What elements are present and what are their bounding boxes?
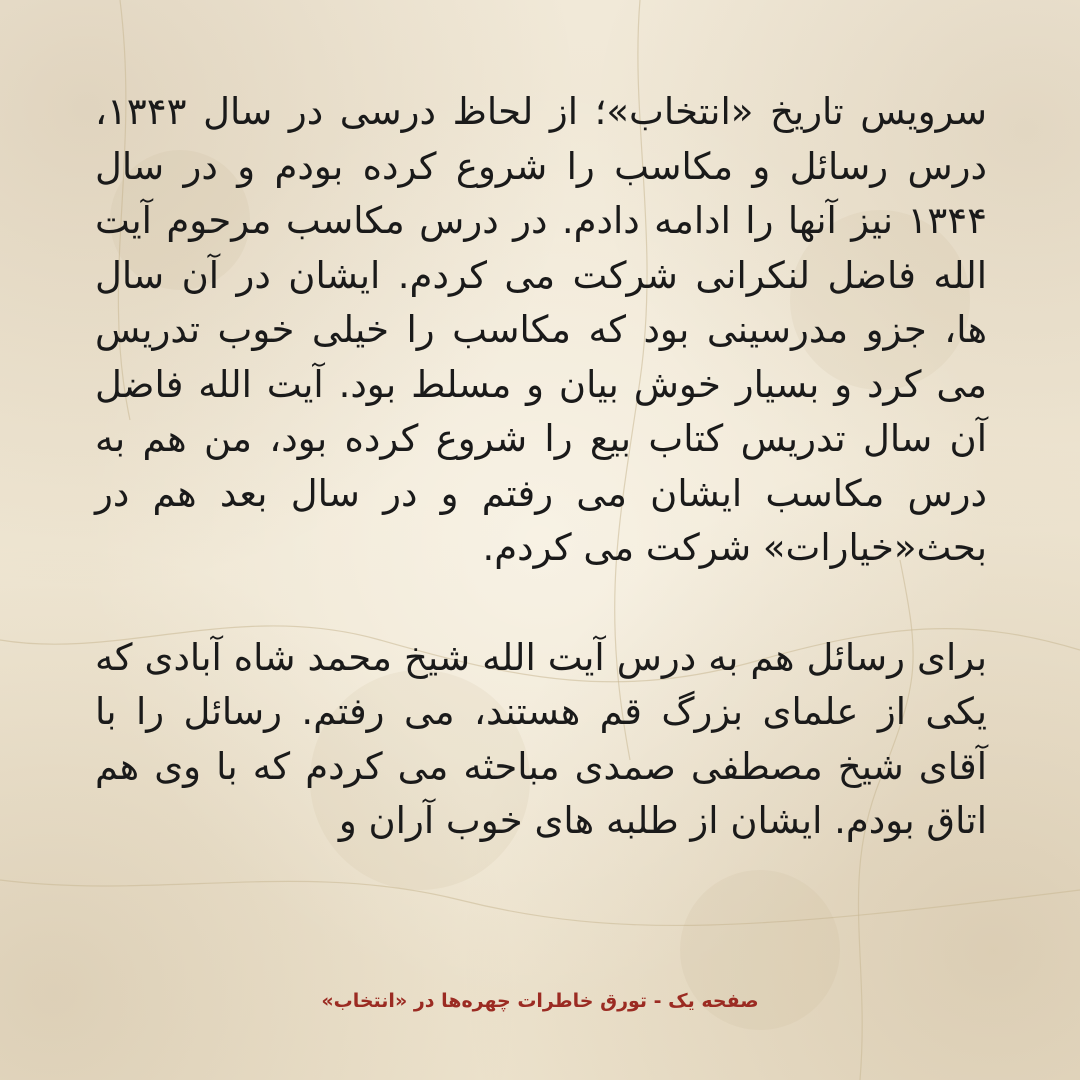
article-body <box>95 85 987 849</box>
paragraph-1: سرویس تاریخ «انتخاب»؛ از لحاظ درسی در سال ۱۳۴۳، درس رسائل و مکاسب را شروع کرده بودم و در سال ۱۳۴۴ نیز آنها را ادامه دادم. در درس مکاسب مرحوم آیت الله فاضل لنکرانی شرکت می کردم. ایشان در آن سال ها، جزو مدرسینی بود که مکاسب را خیلی خوب تدریس می کرد و بسیار خوش بیان و مسلط بود. آیت الله فاضل آن سال تدریس کتاب بیع را شروع کرده بود، من هم به درس مکاسب ایشان می رفتم و در سال بعد هم در بحث«خیارات» شرکت می کردم. <box>95 90 987 569</box>
paragraph-2: برای رسائل هم به درس آیت الله شیخ محمد شاه آبادی که یکی از علمای بزرگ قم هستند، می رفتم. رسائل را با آقای شیخ مصطفی صمدی مباحثه می کردم که با وی هم اتاق بودم. ایشان از طلبه های خوب آران و <box>95 635 987 842</box>
paragraph-gap <box>95 576 987 631</box>
paper-crease <box>0 880 1080 925</box>
page-footer: صفحه یک - تورق خاطرات چهره‌ها در «انتخاب» <box>321 990 759 1012</box>
